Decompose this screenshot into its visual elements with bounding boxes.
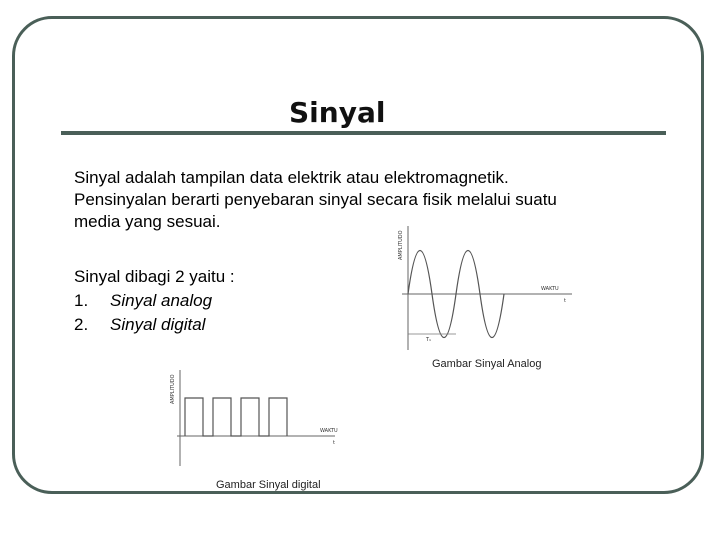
list-item-digital	[74, 313, 235, 337]
paragraph-line-2: Pensinyalan berarti penyebaran sinyal secara fisik melalui suatu	[74, 190, 557, 209]
digital-figure-caption: Gambar Sinyal digital	[216, 479, 321, 491]
digital-x-axis-label: WAKTU	[320, 428, 338, 434]
digital-square-wave	[185, 398, 287, 436]
definition-paragraph	[74, 167, 674, 233]
digital-signal-figure	[165, 366, 345, 471]
slide-frame	[12, 16, 704, 494]
list-number: 2.	[74, 315, 89, 334]
list-label: Sinyal digital	[110, 315, 206, 334]
digital-x-axis-symbol: t	[333, 440, 335, 446]
slide-title: Sinyal	[289, 96, 386, 129]
analog-figure-caption: Gambar Sinyal Analog	[432, 358, 542, 370]
signal-types-list	[74, 265, 235, 337]
paragraph-line-3: media yang sesuai.	[74, 212, 221, 231]
list-label: Sinyal analog	[110, 291, 213, 310]
digital-y-axis-label: AMPLITUDO	[170, 374, 176, 404]
analog-x-axis-label: WAKTU	[541, 286, 559, 292]
paragraph-line-1: Sinyal adalah tampilan data elektrik atau elektromagnetik.	[74, 168, 509, 187]
list-item-analog	[74, 289, 235, 313]
list-number: 1.	[74, 291, 89, 310]
analog-signal-figure	[380, 222, 580, 357]
list-intro: Sinyal dibagi 2 yaitu :	[74, 267, 235, 286]
analog-x-axis-symbol: t	[564, 298, 566, 304]
period-label: T₁	[426, 337, 432, 343]
analog-y-axis-label: AMPLITUDO	[398, 230, 404, 260]
title-underline	[61, 131, 666, 135]
